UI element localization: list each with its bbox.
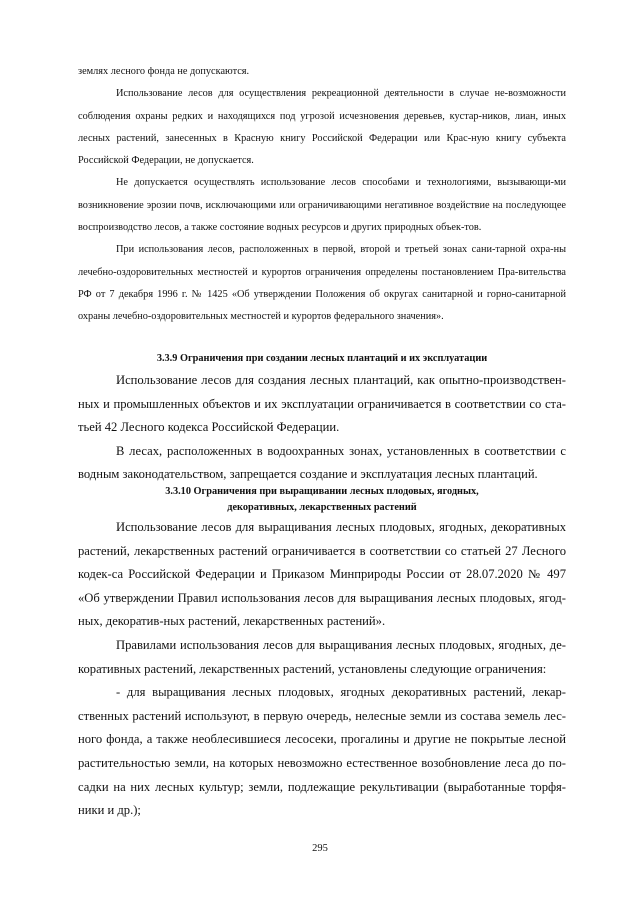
section-small-text [78,61,566,329]
paragraph-erosion: Не допускается осуществлять использование лесов способами и технологиями, вызывающи-ми возникновение эрозии почв, исключающими или ограничивающими негативное воздействие на последующее воспроизводство лесов, а также состояние водных ресурсов и других природных объек-тов. [78,177,566,234]
paragraph-plantations: Использование лесов для создания лесных плантаций, как опытно-производствен-ных и промышленных объектов и их эксплуатации ограничивается в соответствии со ста-тьей 42 Лесного кодекса Российской Федерации. [78,373,566,435]
paragraph-continuation: землях лесного фонда не допускаются. [78,66,250,77]
heading-3-3-10-line2: декоративных, лекарственных растений [227,502,417,513]
paragraph-rules: Правилами использования лесов для выращивания лесных плодовых, ягодных, де-коративных растений, лекарственных растений, установлены следующие ограничения: [78,637,566,676]
section-cultivation [78,516,566,823]
heading-3-3-9: 3.3.9 Ограничения при создании лесных плантаций и их эксплуатации [156,353,488,364]
heading-3-3-10-line1: 3.3.10 Ограничения при выращивании лесных плодовых, ягодных, [165,486,479,497]
section-plantations [78,369,566,487]
paragraph-cultivation: Использование лесов для выращивания лесных плодовых, ягодных, декоративных растений, лекарственных растений ограничивается в соответствии со статьей 27 Лесного кодек-са Российской Федерации и Приказом Минприроды России от 28.07.2020 № 497 «Об утверждении Правил использования лесов для выращивания лесных плодовых, ягод-ных, декоратив-ных растений, лекарственных растений». [78,520,566,629]
paragraph-restrictions-list-item: - для выращивания лесных плодовых, ягодных декоративных растений, лекар-ственных растений используют, в первую очередь, нелесные земли из состава земель лес-ного фонда, а также необлесившиеся лесосеки, прогалины и другие не покрытые лесной растительностью земли, на которых невозможно естественное возобновление леса до по-садки на них лесных культур; земли, подлежащие рекультивации (выработанные торфя-ники и др.); [78,685,566,818]
page-number: 295 [312,843,328,854]
paragraph-water-zones: В лесах, расположенных в водоохранных зонах, установленных в соответствии с водным законодательством, запрещается создание и эксплуатация лесных плантаций. [78,443,566,482]
paragraph-sanitary-zones: При использования лесов, расположенных в первой, второй и третьей зонах сани-тарной охра-ны лечебно-оздоровительных местностей и курортов ограничения определены постановлением Пра-вительства РФ от 7 декабря 1996 г. № 1425 «Об утверждении Положения об округах санитарной и горно-санитарной охраны лечебно-оздоровительных местностей и курортов федерального значения». [78,244,566,323]
paragraph-recreation: Использование лесов для осуществления рекреационной деятельности в случае не-возможности соблюдения охраны редких и находящихся под угрозой исчезновения деревьев, кустар-ников, лиан, иных лесных растений, занесенных в Красную книгу Российской Федерации или Крас-ную книгу субъекта Российской Федерации, не допускается. [78,88,566,167]
heading-3-3-10 [78,484,566,516]
